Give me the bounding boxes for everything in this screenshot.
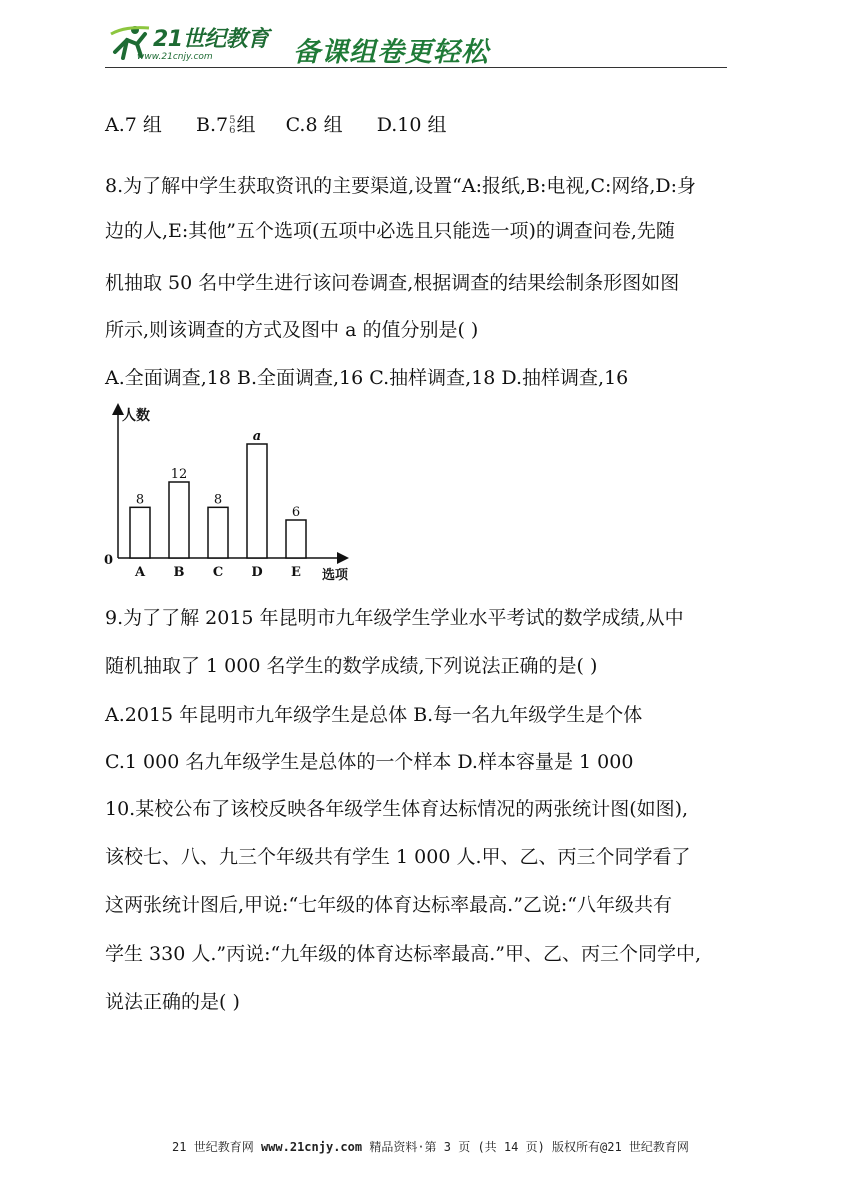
page-footer <box>0 1138 861 1155</box>
q8-line-1: 8.为了解中学生获取资讯的主要渠道,设置“A:报纸,B:电视,C:网络,D:身 <box>105 175 697 197</box>
q8-line-2: 边的人,E:其他”五个选项(五项中必选且只能选一项)的调查问卷,先随 <box>105 220 675 242</box>
q9-line-2: 随机抽取了 1 000 名学生的数学成绩,下列说法正确的是( ) <box>105 655 598 677</box>
bar-A <box>130 507 150 558</box>
q10-line-1: 10.某校公布了该校反映各年级学生体育达标情况的两张统计图(如图), <box>105 798 689 820</box>
tick-label-D: D <box>251 565 263 580</box>
footer-site: www.21cnjy.com <box>260 1140 363 1154</box>
q9-option-ab: A.2015 年昆明市九年级学生是总体 B.每一名九年级学生是个体 <box>105 704 643 726</box>
footer-prefix: 21 世纪教育网 <box>172 1140 261 1154</box>
tick-label-E: E <box>291 565 301 580</box>
fraction: 5 6 <box>229 115 236 136</box>
bar-D <box>247 444 267 558</box>
bar-chart-svg <box>100 398 360 588</box>
data-label-A: 8 <box>135 492 145 508</box>
origin-label: 0 <box>104 553 114 568</box>
q9-option-cd: C.1 000 名九年级学生是总体的一个样本 D.样本容量是 1 000 <box>105 751 634 773</box>
tick-label-C: C <box>212 565 224 580</box>
page-header <box>105 22 727 70</box>
q7-option-a: A.7 组 <box>105 114 162 136</box>
tick-label-B: B <box>173 565 185 580</box>
data-label-B: 12 <box>170 467 188 482</box>
logo-text: 21世纪教育 <box>153 27 269 52</box>
q8-line-3: 机抽取 50 名中学生进行该问卷调查,根据调查的结果绘制条形图如图 <box>105 272 680 294</box>
bar-C <box>208 507 228 558</box>
q7-option-d: D.10 组 <box>376 114 447 136</box>
logo-url: www.21cnjy.com <box>137 52 213 62</box>
tick-label-A: A <box>134 565 146 580</box>
data-label-D: a <box>252 429 262 444</box>
q8-line-4: 所示,则该调查的方式及图中 a 的值分别是( ) <box>105 319 479 341</box>
data-label-C: 8 <box>213 492 223 508</box>
header-slogan: 备课组卷更轻松 <box>293 37 489 68</box>
header-rule <box>105 67 727 68</box>
data-label-E: 6 <box>291 505 301 520</box>
bar-B <box>169 482 189 558</box>
x-axis-label: 选项 <box>322 568 349 583</box>
bar-E <box>286 520 306 558</box>
q10-line-5: 说法正确的是( ) <box>105 991 240 1013</box>
q10-line-4: 学生 330 人.”丙说:“九年级的体育达标率最高.”甲、乙、丙三个同学中, <box>105 943 702 965</box>
q8-options: A.全面调查,18 B.全面调查,16 C.抽样调查,18 D.抽样调查,16 <box>105 367 629 389</box>
q7-options <box>105 113 447 137</box>
bar-chart <box>100 398 360 588</box>
q9-line-1: 9.为了了解 2015 年昆明市九年级学生学业水平考试的数学成绩,从中 <box>105 607 684 629</box>
footer-suffix: 精品资料·第 3 页 (共 14 页) 版权所有@21 世纪教育网 <box>362 1140 689 1154</box>
q7-option-c: C.8 组 <box>285 114 343 136</box>
y-axis-label: 人数 <box>122 408 150 424</box>
q10-line-2: 该校七、八、九三个年级共有学生 1 000 人.甲、乙、丙三个同学看了 <box>105 846 691 868</box>
q10-line-3: 这两张统计图后,甲说:“七年级的体育达标率最高.”乙说:“八年级共有 <box>105 894 673 916</box>
q7-option-b: B.7 5 6 组 <box>195 114 256 136</box>
